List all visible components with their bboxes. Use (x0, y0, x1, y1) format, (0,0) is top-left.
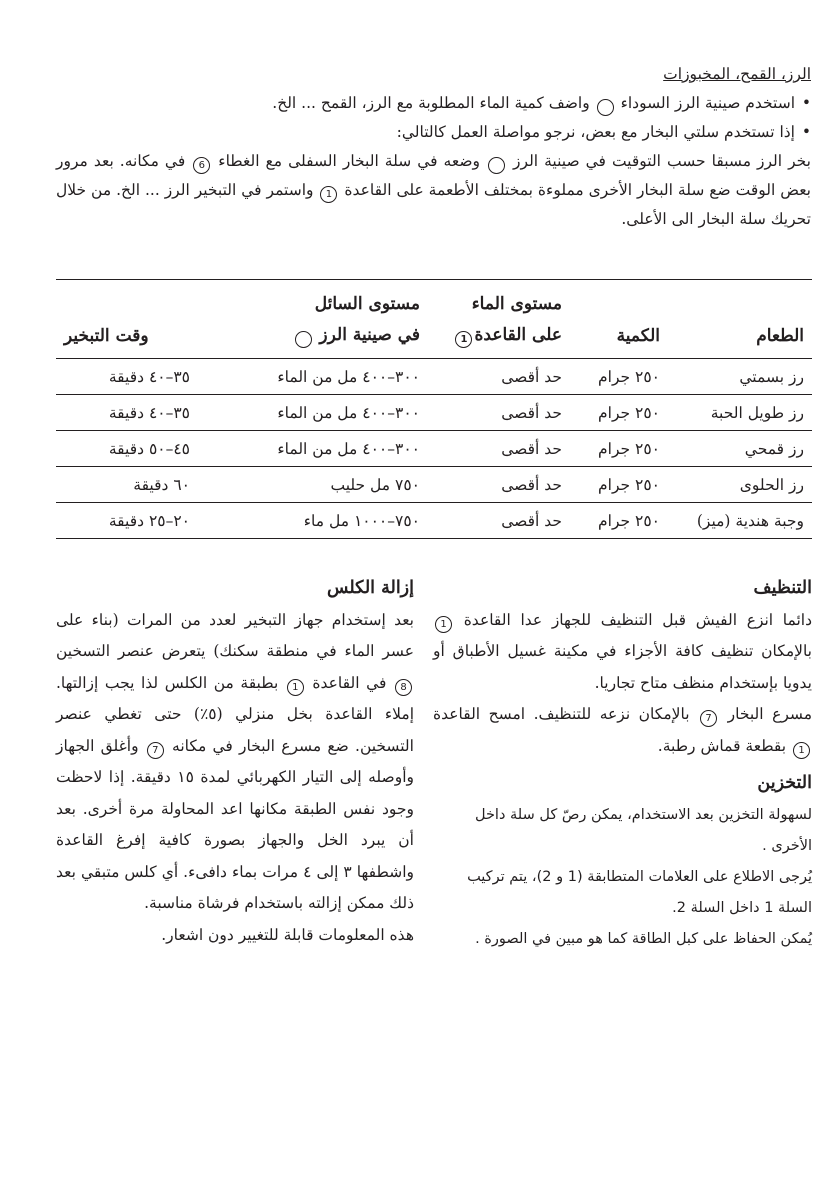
table-row: رز الحلوى ٢٥٠ جرام حد أقصى ٧٥٠ مل حليب ٦٠ دقيقة (56, 467, 812, 503)
table-row: رز طويل الحبة ٢٥٠ جرام حد أقصى ٣٠٠–٤٠٠ مل من الماء ٣٥–٤٠ دقيقة (56, 395, 812, 431)
header-liquid-level-top: مستوى السائل (314, 294, 420, 314)
table-row: وجبة هندية (ميز) ٢٥٠ جرام حد أقصى ٧٥٠–١٠٠٠ مل ماء ٢٠–٢٥ دقيقة (56, 503, 812, 539)
bullet-icon: • (801, 123, 811, 141)
storage-line-1: لسهولة التخزين بعد الاستخدام، يمكن رصّ كل سلة داخل الأخرى . (474, 806, 812, 854)
table-header-row-top (56, 280, 812, 315)
cleaning-storage-column (433, 573, 812, 955)
bullet-icon: • (801, 94, 811, 112)
number-one-circle-icon: 1 (320, 186, 337, 203)
intro-section (56, 60, 811, 234)
intro-heading: الرز، القمح، المخبوزات (663, 65, 811, 83)
header-water-level-bottom: على القاعدة1 (428, 314, 570, 359)
notice-text: هذه المعلومات قابلة للتغيير دون اشعار. (161, 925, 414, 944)
number-one-circle-icon: 1 (287, 679, 304, 696)
number-one-circle-icon: 1 (435, 616, 452, 633)
table-header-row-bottom (56, 314, 812, 359)
rice-tray-circle-icon (295, 331, 312, 348)
rice-tray-circle-icon (597, 99, 614, 116)
cleaning-title: التنظيف (753, 578, 812, 598)
descaling-column (56, 573, 414, 951)
number-six-circle-icon: 6 (193, 157, 210, 174)
table-row: رز قمحي ٢٥٠ جرام حد أقصى ٣٠٠–٤٠٠ مل من الماء ٤٥–٥٠ دقيقة (56, 431, 812, 467)
cleaning-paragraph-1: دائما انزع الفيش قبل التنظيف للجهاز عدا القاعدة 1 بالإمكان تنظيف كافة الأجزاء في مكينة غسيل الأطباق أو يدويا بإستخدام منظف متاح تجاريا. (433, 610, 812, 692)
header-food: الطعام (756, 326, 804, 346)
header-liquid-level-bottom: في صينية الرز (198, 314, 428, 359)
descaling-paragraph: بعد إستخدام جهاز التبخير لعدد من المرات (بناء على عسر الماء في منطقة سكنك) يتعرض عنصر التسخين 8 في القاعدة 1 بطبقة من الكلس لذا يجب إزالتها. إملاء القاعدة بخل منزلي (٥٪) حتى تغطي عنصر التسخين. ضع مسرع البخار في مكانه 7 وأغلق الجهاز وأوصله إلى التيار الكهربائي لمدة ١٥ دقيقة. إذا لاحظت وجود نفس الطبقة مكانها اعد المحاولة مرة أخرى. بعد أن يبرد الخل والجهاز بصورة كافية إفرغ القاعدة واشطفها ٣ إلى ٤ مرات بماء دافىء. أي كلس متبقي بعد ذلك ممكن إزالته باستخدام فرشاة مناسبة. (56, 610, 414, 912)
number-eight-circle-icon: 8 (395, 679, 412, 696)
storage-title: التخزين (757, 773, 812, 793)
table-row: رز بسمتي ٢٥٠ جرام حد أقصى ٣٠٠–٤٠٠ مل من الماء ٣٥–٤٠ دقيقة (56, 359, 812, 395)
number-seven-circle-icon: 7 (700, 710, 717, 727)
number-seven-circle-icon: 7 (147, 742, 164, 759)
storage-line-3: يُمكن الحفاظ على كبل الطاقة كما هو مبين في الصورة . (475, 930, 812, 947)
cleaning-paragraph-2: مسرع البخار 7 بالإمكان نزعه للتنظيف. امسح القاعدة 1 بقطعة قماش رطبة. (433, 699, 812, 762)
number-one-circle-icon: 1 (455, 331, 472, 348)
intro-bullet-1: • استخدم صينية الرز السوداء واضف كمية الماء المطلوبة مع الرز، القمح ... الخ. (56, 89, 811, 118)
header-water-level-top: مستوى الماء (471, 294, 562, 314)
descaling-title: إزالة الكلس (327, 578, 414, 598)
intro-paragraph: بخر الرز مسبقا حسب التوقيت في صينية الرز وضعه في سلة البخار السفلى مع الغطاء 6 في مكانه. بعد مرور بعض الوقت ضع سلة البخار الأخرى مملوءة بمختلف الأطعمة على القاعدة 1 واستمر في التبخير الرز ... الخ. من خلال تحريك سلة البخار الى الأعلى. (56, 152, 811, 228)
steaming-table (56, 279, 812, 539)
number-one-circle-icon: 1 (793, 742, 810, 759)
storage-line-2: يُرجى الاطلاع على العلامات المتطابقة (1 و 2)، يتم تركيب السلة 1 داخل السلة 2. (467, 868, 812, 916)
header-quantity: الكمية (616, 326, 660, 346)
rice-tray-circle-icon (488, 157, 505, 174)
intro-bullet-2: • إذا تستخدم سلتي البخار مع بعض، نرجو مواصلة العمل كالتالي: (56, 118, 811, 147)
header-time: وقت التبخير (64, 326, 149, 346)
